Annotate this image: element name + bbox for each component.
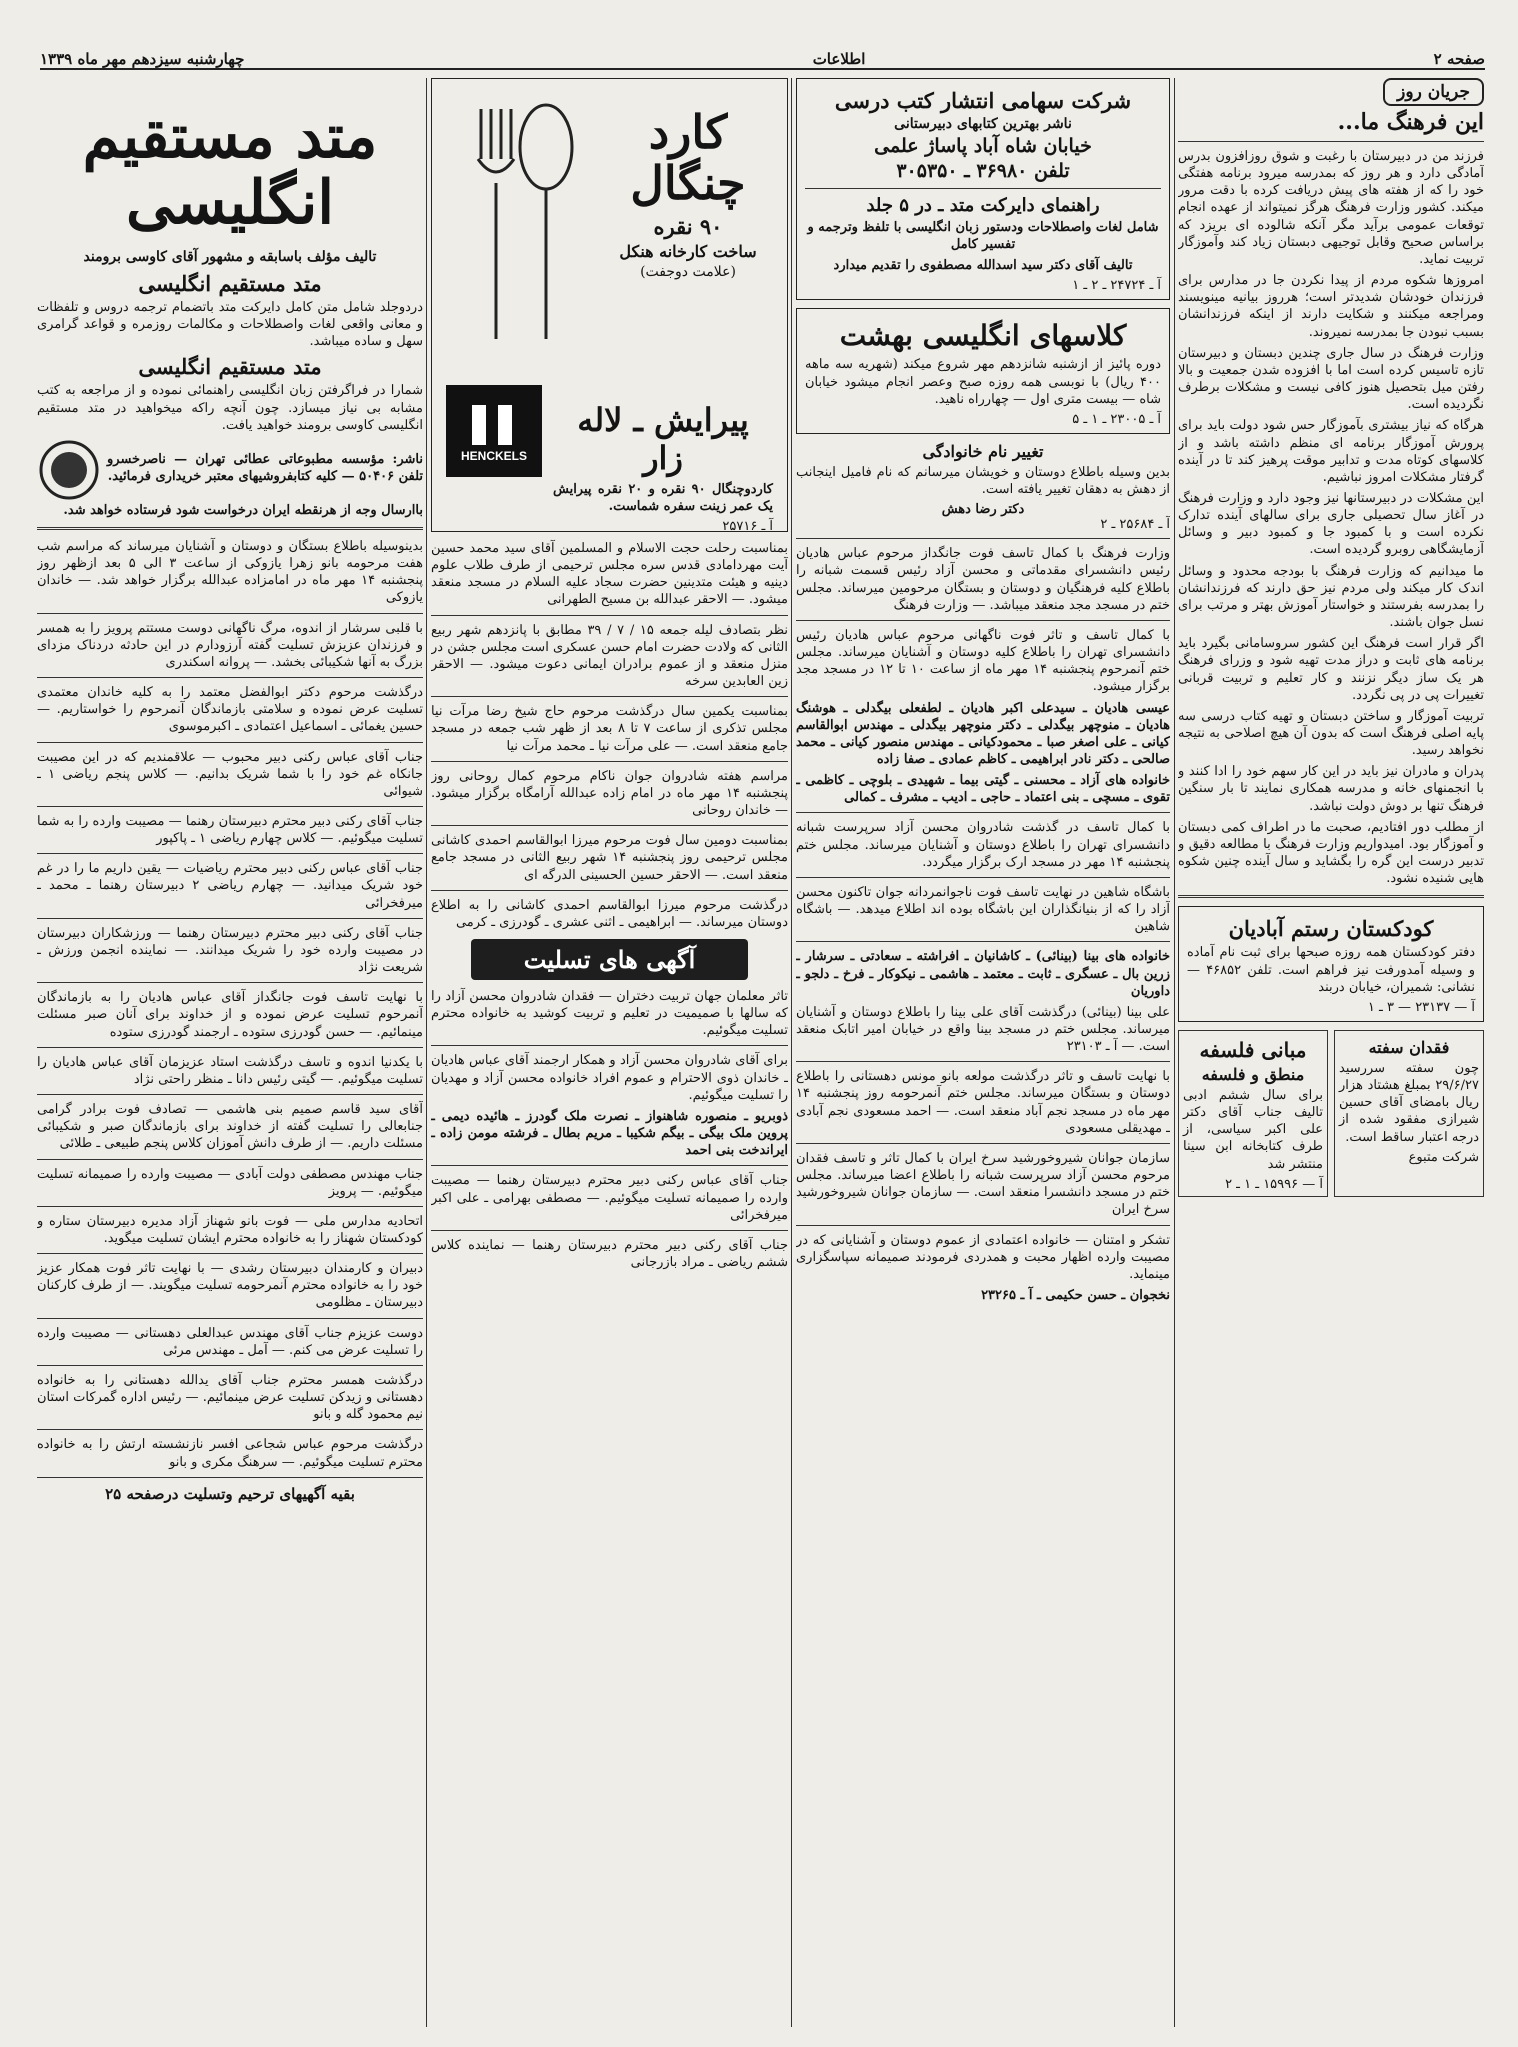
behesht-body: دوره پائیز از ازشنبه شانزدهم مهر شروع میکند (شهریه سه ماهه ۴۰۰ ریال) با نوبسی همه روزه صبح وعصر انجام میشود خیابان شاه — بیست متری اول — چهارراه ناهید. [805,357,1161,407]
ad-made: ساخت کارخانه هنکل [619,242,757,262]
ad-title: کارد چنگال [630,105,746,210]
guide-sub: شامل لغات واصطلاحات ودستور زبان انگلیسی با تلفظ وترجمه و تفسیر کامل [807,220,1159,253]
behesht-title: کلاسهای انگلیسی بهشت [839,319,1127,353]
notice: با یکدنیا اندوه و تاسف درگذشت استاد عزیزمان آقای عباس هادیان را تسلیت میگوئیم. — گیتی رئیس دانا ـ منظر راحتی نژاد [37,1054,423,1087]
guide-author: تالیف آقای دکتر سید اسدالله مصطفوی را تقدیم میدارد [833,258,1133,274]
publisher-name: شرکت سهامی انتشار کتب درسی [834,88,1132,113]
fork-spoon-icon [446,99,596,349]
ad-code: شرکت متبوع [1408,1149,1479,1165]
condolence: جناب آقای رکنی دبیر محترم دبیرستان رهنما — نماینده کلاس ششم ریاضی ـ مراد بازرجانی [431,1237,788,1270]
bottom-ads [1178,1030,1484,1197]
notice: اتحادیه مدارس ملی — فوت بانو شهناز آزاد مدیره دبیرستان ستاره و کودکستان شهناز را به خانواده محترم ایشان تسلیت میگوید. [37,1213,423,1246]
kodakestan-ad [1178,906,1484,1021]
henckels-twin-icon [464,399,524,449]
notice-signers: عیسی هادیان ـ سیدعلی اکبر هادیان ـ لطفعلی بیگدلی ـ هوشنگ هادیان ـ منوچهر بیگدلی ـ دکتر منوچهر بیگدلی ـ مهندس ابوالقاسم کیانی ـ علی اصغر صبا ـ محمودکیانی ـ مهندس منصور کیانی ـ محمد صالحی ـ دکتر نادر ابراهیمی ـ کاظم عمادی ـ صفا زاده [796,700,1170,767]
notice-families: خانواده های آزاد ـ محسنی ـ گیتی بیما ـ شهیدی ـ بلوچی ـ کاظمی ـ تقوی ـ مسچی ـ بنی اعتماد ـ حاجی ـ ادیب ـ مشرف ـ کمالی [796,773,1170,806]
editorial-paragraph: اگر قرار است فرهنگ این کشور سروسامانی بگیرد باید برنامه های ثابت و دراز مدت تهیه شود و وزرای فرهنگ هر یک ساز دیگر نزنند و کار تعلیم و تربیت قربانی تغییرات پی در پی نگردد. [1178,636,1484,703]
editorial-paragraph: ما میدانیم که وزارت فرهنگ با بودجه محدود و وسائل اندک کار میکند ولی مردم نیز حق دارند که فرزندانشان را بمدرسه بفرستند و خواستار آموزش بهتر و مرتب برای نسل جوان باشند. [1178,563,1484,631]
method-subtitle: تالیف مؤلف باسابقه و مشهور آقای کاوسی برومند [83,249,377,265]
notice: با قلبی سرشار از اندوه، مرگ ناگهانی دوست مستتم پرویز را به همسر و فرزندان عزیزش تسلیت گفته آرزودارم در این حادثه دردناک مزدای بزرگ به آنها شکیبائی بخشد. — پروانه اسکندری [37,620,423,670]
ad-code: آ ـ ۲۴۷۲۴ ـ ۲ ـ ۱ [1072,278,1161,294]
kodakestan-title: کودکستان رستم آبادیان [1228,916,1434,942]
editorial-headline: این فرهنگ ما... [1337,109,1484,135]
thanks-notice: تشکر و امتنان — خانواده اعتمادی از عموم دوستان و آشنایانی که در مصیبت وارده اظهار محبت و همدردی فرمودند صمیمانه سپاسگزاری مینماید. [796,1232,1170,1282]
method-title: متد مستقیم انگلیسی [82,102,378,238]
column-notices-b [796,78,1170,2029]
editorial-paragraph: از مطلب دور افتادیم، صحبت ما در اطراف کمی دبستان و آموزگار بود. امیدواریم وزارت فرهنگ با مطالعه دقیق و تدبیر درست این گره را بگشاید و سال آینده چنین شکوه هایی شنیده نشود. [1178,819,1484,887]
lost-body: چون سفته سررسید ۲۹/۶/۲۷ بمبلغ هشتاد هزار ریال بامضای آقای حسین شیرازی مفقود شده از درجه اعتبار ساقط است. [1339,1060,1479,1145]
page-label: صفحه ۲ [1433,50,1485,68]
ad-code: آ — ۱۵۹۹۶ ـ ۱ ـ ۲ [1225,1176,1323,1192]
notice: وزارت فرهنگ با کمال تاسف فوت جانگداز مرحوم عباس هادیان رئیس دانشسرای مقدماتی و محسن آزاد رئیس قسمت شبانه را باطلاع کلیه فرهنگیان و دوستان و بستگان مرحومین میرساند. مجلس ختم در مسجد مجد منعقد میباشد. — وزارت فرهنگ [796,546,1170,613]
lost-title: فقدان سفته [1368,1037,1450,1057]
ad-caption: کاردوچنگال ۹۰ نقره و ۲۰ نقره پیرایش یک عمر زینت سفره شماست. [553,482,773,515]
column-rule [1174,78,1175,2027]
notice: جناب آقای رکنی دبیر محترم دبیرستان رهنما — مصیبت وارده را به شما تسلیت میگوئیم. — کلاس چهارم ریاضی ۱ ـ پاکپور [37,814,423,847]
method-sec2-body: شمارا در فراگرفتن زبان انگلیسی راهنمائی نموده و از مراجعه به کتب مشابه بی نیاز میسازد. چون آنچه راکه میخواهید در متد مستقیم انگلیسی کاوسی برومند خواهید یافت. [37,383,423,433]
method-sec2-title: متد مستقیم انگلیسی [138,354,322,380]
ad-code: آ ـ ۲۵۷۱۶ [722,519,773,535]
namechange-body: بدین وسیله باطلاع دوستان و خویشان میرسانم که نام فامیل اینجانب از دهش به دهقان تغییر یافته است. [796,464,1170,498]
ad-brand: (علامت دوجفت) [640,264,736,281]
editorial-paragraph: پدران و مادران نیز باید در این کار سهم خود را ادا کنند و با انجمنهای خانه و مدرسه همکاری نمایند تا بار سنگین فرهنگ تنها بر دوش دولت نباشد. [1178,764,1484,814]
editorial-paragraph: هرگاه که نیاز بیشتری بآموزگار حس شود دولت باید برای پرورش آموزگار برنامه ای منظم داشته باشد و از کلاسهای کوتاه مدت و تدابیر موقت پرهیز کند تا در آینده گرفتار مشکلات امروز نباشیم. [1178,418,1484,485]
notice: بمناسبت دومین سال فوت مرحوم میرزا ابوالقاسم احمدی کاشانی مجلس ترحیمی روز پنجشنبه ۱۴ شهر ربیع الثانی در مسجد جامع منعقد است. — الاحقر حسین الحسینی الدرگه ای [431,833,788,883]
notice: نخجوان ـ حسن حکیمی ـ آ ـ ۲۳۲۶۵ [981,1288,1170,1304]
mabani-ad [1178,1030,1328,1197]
publisher-seal-icon [37,438,101,502]
notice-families: خانواده های بینا (بینائی) ـ کاشانیان ـ افراشته ـ سعادتی ـ سرشار ـ زرین بال ـ عسگری ـ ثابت ـ معتمد ـ هاشمی ـ نیکوکار ـ فرخ ـ دلجو ـ داوریان [796,949,1170,999]
notice: مراسم هفته شادروان جوان ناکام مرحوم کمال روحانی روز پنجشنبه ۱۴ مهر ماه در امام زاده عبدالله آرامگاه برگزار میشود. — خاندان روحانی [431,768,788,819]
issue-date: چهارشنبه سیزدهم مهر ماه ۱۳۳۹ [40,50,245,68]
method-sec1-title: متد مستقیم انگلیسی [138,270,322,296]
notice: درگذشت مرحوم دکتر ابوالفضل معتمد را به کلیه خاندان معتمدی تسلیت عرض نموده و سلامتی بازماندگان آنمرحوم را خواستاریم. — حسین یغمائی ـ اسماعیل اعتمادی ـ اکبرموسوی [37,685,423,735]
guide-title: راهنمای دایرکت متد ـ در ۵ جلد [866,195,1100,216]
notice: بدینوسیله باطلاع بستگان و دوستان و آشنایان میرساند که مراسم شب هفت مرحومه بانو زهرا یازوکی از ساعت ۳ الی ۵ بعد ازظهر روز پنجشنبه ۱۴ مهر ماه در امامزاده عبدالله برگزار خواهد شد. — خاندان یازوکی [37,538,423,606]
publisher-sub: ناشر بهترین کتابهای دبیرستانی [894,116,1072,132]
column-notices-c [431,78,788,2029]
notice: جناب مهندس مصطفی دولت آبادی — مصیبت وارده را صمیمانه تسلیت میگوئیم. — پرویز [37,1166,423,1199]
notice: درگذشت همسر محترم جناب آقای یدالله دهستانی را به خانواده دهستانی و زیدکن تسلیت عرض مینمائیم. — رئیس اداره گمرکات استان نیم محمود گله و بانو [37,1372,423,1423]
notice: بمناسبت رحلت حجت الاسلام و المسلمین آقای سید محمد حسین آیت مهردامادی قدس سره مجلس ترحیمی از طرف طلاب علوم دینیه و هیئت متدینین حضرت سجاد علیه السلام در مسجد منعقد میشود. — الاحقر عبدالله بن مسیح الطهرانی [431,541,788,608]
paper-name: اطلاعات [812,50,866,68]
notice: درگذشت مرحوم عباس شجاعی افسر نازنشسته ارتش را به خانواده محترم تسلیت میگوئیم. — سرهنگ مکری و بانو [37,1437,423,1470]
notice: بمناسبت یکمین سال درگذشت مرحوم حاج شیخ رضا مرآت نیا مجلس تذکری از ساعت ۷ تا ۸ بعد از ظهر شب جمعه در مسجد جامع منعقد است. — علی مرآت نیا ـ محمد مرآت نیا [431,704,788,754]
notice: درگذشت مرحوم میرزا ابوالقاسم احمدی کاشانی را به اطلاع دوستان میرساند. — ابراهیمی ـ اثنی عشری ـ گودرزی ـ کرمی [431,897,788,930]
notice: با نهایت تاسف فوت جانگداز آقای عباس هادیان را به بازماندگان آنمرحوم تسلیت عرض نموده و از خداوند برای آنان صبر مسئلت مینمائیم. — حسن گودرزی ستوده ـ ارجمند گودرزی ستوده [37,990,423,1040]
lost-note [1334,1030,1484,1197]
notice: دبیران و کارمندان دبیرستان رشدی — با نهایت تاثر فوت همکار عزیز خود را به خانواده محترم آنمرحومه تسلیت میگویند. — از طرف کارکنان دبیرستان ـ مظلومی [37,1261,423,1311]
notice: دوست عزیزم جناب آقای مهندس عبدالعلی دهستانی — مصیبت وارده را تسلیت عرض می کنم. — آمل ـ مهندس مرئی [37,1325,423,1358]
section-tag: جریان روز [1383,78,1484,106]
publisher-ad [796,78,1170,300]
editorial-paragraph: فرزند من در دبیرستان با رغبت و شوق روزافزون بدرس آمادگی دارد و هر روز که بمدرسه میرود برنامه هفتگی خود را که از هفته های پیش دریافت کرده با دقت مرور میکند. کشور وزارت فرهنگ هرگز نمیتواند از عهده انجام توقعات عمومی برآید مگر آنکه شالوده ای بریزد که براساس صحیح وقابل توجیهی دبستان زیاد کند وآموزگار تربیت نماید. [1178,149,1484,267]
notice: با کمال تاسف در گذشت شادروان محسن آزاد سرپرست شبانه دانشسرای تهران را باطلاع دوستان و آشنایان میرساند. مجلس ختم پنجشنبه ۱۴ مهر در مسجد ارک برگزار میگردد. [796,820,1170,870]
notice: جناب آقای رکنی دبیر محترم دبیرستان رهنما — ورزشکاران دبیرستان در مصیبت وارده خود را شریک میدانند. — نماینده انجمن ورزش ـ شریعت نژاد [37,925,423,976]
column-method-ad [37,78,423,2029]
ad-seller: پیرایش ـ لاله زار [577,401,749,477]
editorial-paragraph: وزارت فرهنگ در سال جاری چندین دبستان و دبیرستان تازه تاسیس کرده است اما با افزوده شدن جمعیت و بالا رفتن میل بتحصیل هنوز کافی نیست و مشکلات برطرف نگردیده است. [1178,345,1484,413]
condolence: جناب آقای عباس رکنی دبیر محترم دبیرستان رهنما — مصیبت وارده را صمیمانه تسلیت میگوئیم. — مصطفی بهرامی ـ علی اکبر میرفخرائی [431,1173,788,1223]
editorial-paragraph: امروزها شکوه مردم از پیدا نکردن جا در مدارس برای فرزندان خودشان شدیدتر است؛ هرروز بیانیه مینویسند ومراجعه میکنند و شکایت دارند از اینکه فرزندانشان بسبب نبودن جا بمدرسه نمیروند. [1178,273,1484,340]
cutlery-ad [431,78,788,535]
notice: با کمال تاسف و تاثر فوت ناگهانی مرحوم عباس هادیان رئیس دانشسرای تهران را باطلاع کلیه دوستان و آشنایان میرساند. مجلس ختم آنمرحوم پنجشنبه ۱۴ مهر ماه از ساعت ۱۰ تا ۱۲ در مسجد مجد برگزار میشود. [796,627,1170,695]
notice: علی بینا (بینائی) درگذشت آقای علی بینا را باطلاع دوستان و آشنایان میرساند. مجلس ختم در مسجد بینا واقع در خیابان امیر اتابک منعقد است. — آ ـ ۲۳۱۰۳ [796,1004,1170,1055]
behesht-ad [796,308,1170,433]
method-publisher: ناشر: مؤسسه مطبوعاتی عطائی تهران — ناصرخسرو تلفن ۵۰۴۰۶ — کلیه کتابفروشیهای معتبر خریداری فرمائید. [107,451,423,484]
column-editorial [1178,78,1484,2029]
publisher-address: خیابان شاه آباد پاساژ علمی [874,135,1092,157]
mabani-title: مبانی فلسفه [1199,1037,1307,1062]
notice: سازمان جوانان شیروخورشید سرخ ایران با کمال تاثر و تاسف فقدان مرحوم محسن آزاد سرپرست شبانه را باطلاع اعضا میرساند. مجلس ختم در مسجد دانشسرا منعقد است. — سازمان جوانان شیروخورشید سرخ ایران [796,1150,1170,1218]
method-sec1-body: دردوجلد شامل متن کامل دایرکت متد باتضمام ترجمه دروس و تلفظات و معانی واقعی لغات واصطلاحات و مکالمات روزمره و قواعد گرامری سهل و ساده میباشد. [37,299,423,350]
editorial-paragraph: این مشکلات در دبیرستانها نیز وجود دارد و وزارت فرهنگ در آغاز سال تحصیلی جاری برای سالهای آینده تدارک نکرده است و با کمبود جا و کمبود دبیر و وسائل آزمایشگاهی روبرو گردیده است. [1178,490,1484,558]
namechange-sign: دکتر رضا دهش [941,502,1025,518]
ad-logo: HENCKELS [461,449,528,463]
condolence: تاثر معلمان جهان تربیت دختران — فقدان شادروان محسن آزاد را که سالها با صمیمیت در تعلیم و تربیت کوشید به خانواده محترم تسلیت میگوئیم. [431,988,788,1039]
mabani-body: برای سال ششم ادبی تالیف جناب آقای دکتر علی اکبر سیاسی، از طرف کتابخانه ابن سینا منتشر شد [1183,1087,1323,1172]
ad-code: آ ـ ۲۵۶۸۴ ـ ۲ [1100,517,1170,533]
ad-code: آ — ۲۳۱۳۷ — ۳ ـ ۱ [1367,999,1475,1015]
editorial-paragraph: تربیت آموزگار و ساختن دبستان و تهیه کتاب درسی سه پایه اصلی فرهنگ است که بدون آن هیچ اصلاحی به نتیجه نخواهد رسید. [1178,708,1484,759]
publisher-phone: تلفن ۳۶۹۸۰ ـ ۳۰۵۳۵۰ [896,160,1070,182]
notice: جناب آقای عباس رکنی دبیر محبوب — علاقمندیم که در این مصیبت جانکاه غم خود را با شما شریک بدانیم. — کلاس پنجم ریاضی ۱ ـ شیوائی [37,749,423,799]
kodakestan-body: دفتر کودکستان همه روزه صبحها برای ثبت نام آماده و وسیله آمدورفت نیز فراهم است. تلفن ۴۶۸۵۲ — نشانی: شمیران، خیابان دربند [1187,945,1475,995]
masthead [40,38,1485,70]
notice: باشگاه شاهین در نهایت تاسف فوت ناجوانمردانه جوان تاکنون محسن آزاد را که از بنیانگذاران این باشگاه بوده اند اطلاع میدهد. — باشگاه شاهین [796,884,1170,935]
column-rule [426,78,427,2027]
mabani-subtitle: منطق و فلسفه [1201,1064,1305,1084]
continued-note[interactable]: بقیه آگهیهای ترحیم وتسلیت درصفحه ۲۵ [105,1484,355,1503]
method-mail-order: باارسال وجه از هرنقطه ایران درخواست شود فرستاده خواهد شد. [63,502,423,518]
notice: با نهایت تاسف و تاثر درگذشت مولعه بانو مونس دهستانی را باطلاع دوستان و بستگان میرساند. مجلس ختم آنمرحومه روز پنجشنبه ۱۴ مهر ماه در مسجد نجم آباد منعقد است. — احمد مسعودی نجم آبادی ـ مهدیقلی مسعودی [796,1069,1170,1136]
ad-silver: ۹۰ نقره [653,214,723,240]
column-rule [791,78,792,2027]
ad-code: آ ـ ۲۳۰۰۵ ـ ۱ ـ ۵ [1072,411,1161,427]
condolence: برای آقای شادروان محسن آزاد و همکار ارجمند آقای عباس هادیان ـ خاندان ذوی الاحترام و عموم افراد خانواده محسن آزاد و مهدیان را تسلیت میگوئیم. [431,1053,788,1103]
condolence-signers: ذوبریو ـ منصوره شاهنواز ـ نصرت ملک گودرز ـ هائیده دیمی ـ پروین ملک بیگی ـ بیگم شکیبا ـ مریم بطال ـ فرشته مومن زاده ـ ایراندخت بنی احمد [431,1108,788,1159]
notice: جناب آقای عباس رکنی دبیر محترم ریاضیات — یقین داریم ما را در غم خود شریک میدانید. — چهارم ریاضی ۲ دبیرستان رهنما ـ محمد ـ میرفخرائی [37,861,423,911]
henckels-twin-icon [446,385,542,477]
condolence-heading: آگهی های تسلیت [471,939,748,980]
notice: نظر بتصادف لیله جمعه ۱۵ / ۷ / ۳۹ مطابق با پانزدهم شهر ربیع الثانی که ولادت حضرت امام حسن عسکری است مجلس جشن در منزل منعقد و از عموم برادران ایمانی دعوت میشود. — الاحقر زین العابدین سرخه [431,622,788,690]
notice: آقای سید قاسم صمیم بنی هاشمی — تصادف فوت برادر گرامی جنابعالی را تسلیت گفته از خداوند برای بازماندگان صبر و شکیبائی مسئلت داریم. — از طرف دانش آموزان کلاس پنجم طبیعی ـ طلائی [37,1102,423,1152]
namechange-title: تغییر نام خانوادگی [922,441,1044,461]
